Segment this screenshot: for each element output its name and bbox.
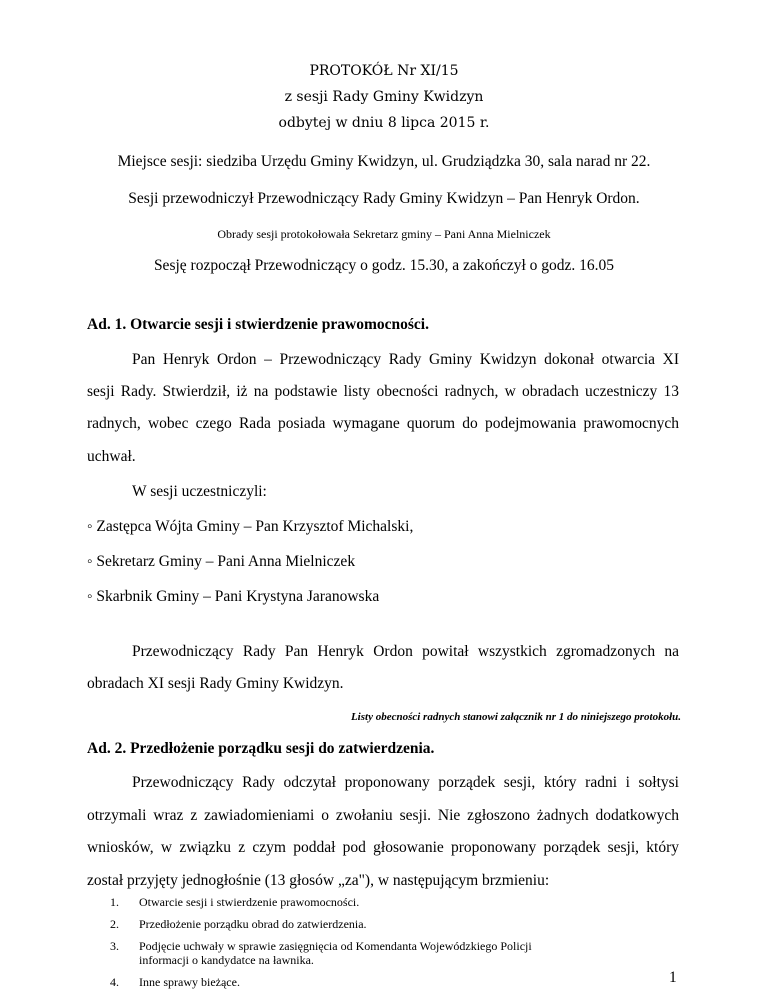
page-number: 1 [669, 969, 677, 986]
meta-place: Miejsce sesji: siedziba Urzędu Gminy Kwidzyn, ul. Grudziądzka 30, sala narad nr 22. [117, 153, 651, 170]
meta-chair: Sesji przewodniczył Przewodniczący Rady Gminy Kwidzyn – Pan Henryk Ordon. [128, 190, 640, 207]
agenda-number: 1. [110, 895, 119, 909]
greeting-line: Przewodniczący Rady Pan Henryk Ordon powitał wszystkich zgromadzonych na [132, 643, 679, 660]
agenda-number: 3. [110, 939, 119, 953]
attendance-note: Listy obecności radnych stanowi załącznik nr 1 do niniejszego protokołu. [350, 711, 681, 723]
agenda-item: Inne sprawy bieżące. [139, 975, 240, 989]
section-2-para-line: otrzymali wraz z zawiadomieniami o zwołaniu sesji. Nie zgłoszono żadnych dodatkowych [87, 807, 679, 824]
meta-time: Sesję rozpoczął Przewodniczący o godz. 15.30, a zakończył o godz. 16.05 [153, 257, 615, 274]
meta-minutes: Obrady sesji protokołowała Sekretarz gminy – Pani Anna Mielniczek [217, 227, 551, 241]
attendee-item: ◦ Sekretarz Gminy – Pani Anna Mielniczek [87, 553, 356, 570]
section-1-para-line: sesji Rady. Stwierdził, iż na podstawie listy obecności radnych, w obradach uczestniczy 13 [87, 383, 679, 400]
section-1-para-line: Pan Henryk Ordon – Przewodniczący Rady Gminy Kwidzyn dokonał otwarcia XI [132, 351, 679, 368]
attendee-item: ◦ Zastępca Wójta Gminy – Pan Krzysztof Michalski, [87, 518, 414, 535]
section-1-heading: Ad. 1. Otwarcie sesji i stwierdzenie prawomocności. [87, 316, 429, 333]
greeting-line: obradach XI sesji Rady Gminy Kwidzyn. [87, 675, 344, 692]
document-date-line: odbytej w dniu 8 lipca 2015 r. [278, 115, 490, 131]
section-2-para-line: wniosków, w związku z czym poddał pod głosowanie proponowany porządek sesji, który [87, 839, 679, 856]
agenda-item: Przedłożenie porządku obrad do zatwierdzenia. [139, 917, 367, 931]
agenda-item: Otwarcie sesji i stwierdzenie prawomocności. [139, 895, 360, 909]
agenda-number: 2. [110, 917, 119, 931]
document-subtitle: z sesji Rady Gminy Kwidzyn [284, 89, 484, 105]
agenda-number: 4. [110, 975, 119, 989]
section-1-para-line: radnych, wobec czego Rada posiada wymagane quorum do podejmowania prawomocnych [87, 415, 679, 432]
section-2-para-line: został przyjęty jednogłośnie (13 głosów „za"), w następującym brzmieniu: [87, 872, 550, 889]
agenda-item: Podjęcie uchwały w sprawie zasięgnięcia od Komendanta Wojewódzkiego Policji [139, 939, 532, 953]
section-2-heading: Ad. 2. Przedłożenie porządku sesji do zatwierdzenia. [87, 740, 435, 757]
agenda-item: informacji o kandydatce na ławnika. [139, 953, 314, 967]
section-2-para-line: Przewodniczący Rady odczytał proponowany porządek sesji, który radni i sołtysi [132, 774, 679, 791]
attendees-intro: W sesji uczestniczyli: [132, 483, 267, 500]
section-1-para-line: uchwał. [87, 448, 136, 465]
document-title: PROTOKÓŁ Nr XI/15 [309, 63, 459, 79]
attendee-item: ◦ Skarbnik Gminy – Pani Krystyna Jaranowska [87, 588, 380, 605]
